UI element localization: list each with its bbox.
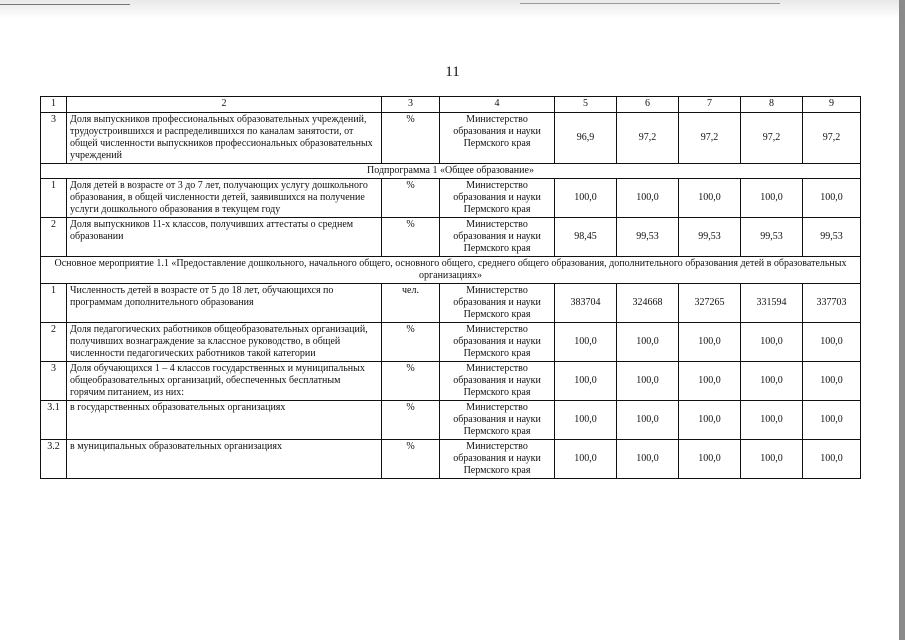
- responsible-body: Министерство образования и науки Пермского края: [440, 440, 555, 479]
- table-row: [41, 113, 861, 164]
- table-row: [41, 362, 861, 401]
- indicator-value: 100,0: [741, 362, 803, 401]
- indicator-value: 383704: [555, 284, 617, 323]
- column-number: 8: [741, 97, 803, 113]
- column-number: 4: [440, 97, 555, 113]
- column-number: 3: [382, 97, 440, 113]
- section-title: Основное мероприятие 1.1 «Предоставление дошкольного, начального общего, основного общего, среднего общего образования, дополнительного образования детей в образовательных организациях»: [41, 257, 861, 284]
- indicator-value: 324668: [617, 284, 679, 323]
- indicator-value: 100,0: [617, 362, 679, 401]
- unit-of-measure: %: [382, 113, 440, 164]
- indicator-value: 99,53: [803, 218, 861, 257]
- indicator-name: в муниципальных образовательных организациях: [67, 440, 382, 479]
- indicator-value: 100,0: [803, 440, 861, 479]
- unit-of-measure: %: [382, 362, 440, 401]
- column-number: 1: [41, 97, 67, 113]
- table-body: [41, 97, 861, 479]
- indicator-value: 100,0: [555, 440, 617, 479]
- indicator-value: 100,0: [741, 179, 803, 218]
- row-number: 3.1: [41, 401, 67, 440]
- column-number: 7: [679, 97, 741, 113]
- indicator-value: 100,0: [803, 179, 861, 218]
- indicator-name: Доля детей в возрасте от 3 до 7 лет, получающих услугу дошкольного образования, в общей численности детей, заявившихся на получение услуги дошкольного образования в текущем году: [67, 179, 382, 218]
- table-row: [41, 323, 861, 362]
- indicator-value: 100,0: [679, 323, 741, 362]
- indicator-name: Доля обучающихся 1 – 4 классов государственных и муниципальных общеобразовательных организаций, обеспеченных бесплатным горячим питанием, из них:: [67, 362, 382, 401]
- section-heading-row: [41, 164, 861, 179]
- indicator-name: Доля выпускников профессиональных образовательных учреждений, трудоустроившихся и распределившихся по каналам занятости, от общей численности выпускников профессиональных образовательных учреждений: [67, 113, 382, 164]
- indicator-value: 96,9: [555, 113, 617, 164]
- indicator-value: 327265: [679, 284, 741, 323]
- indicator-value: 100,0: [803, 362, 861, 401]
- indicator-value: 100,0: [803, 401, 861, 440]
- indicator-value: 97,2: [679, 113, 741, 164]
- indicator-value: 100,0: [679, 179, 741, 218]
- unit-of-measure: %: [382, 323, 440, 362]
- column-number: 9: [803, 97, 861, 113]
- indicator-name: Численность детей в возрасте от 5 до 18 лет, обучающихся по программам дополнительного образования: [67, 284, 382, 323]
- page-number: 11: [445, 64, 460, 80]
- responsible-body: Министерство образования и науки Пермского края: [440, 218, 555, 257]
- scan-artifact-line: [520, 3, 780, 4]
- indicator-value: 100,0: [555, 401, 617, 440]
- indicator-value: 100,0: [555, 362, 617, 401]
- indicators-table: [40, 96, 861, 479]
- indicator-value: 99,53: [741, 218, 803, 257]
- indicator-value: 337703: [803, 284, 861, 323]
- column-number: 5: [555, 97, 617, 113]
- row-number: 3: [41, 113, 67, 164]
- indicator-value: 100,0: [555, 179, 617, 218]
- indicator-value: 100,0: [617, 323, 679, 362]
- indicator-value: 100,0: [679, 440, 741, 479]
- indicator-value: 97,2: [803, 113, 861, 164]
- section-heading-row: [41, 257, 861, 284]
- column-number: 6: [617, 97, 679, 113]
- unit-of-measure: %: [382, 179, 440, 218]
- indicator-value: 100,0: [803, 323, 861, 362]
- indicator-name: в государственных образовательных организациях: [67, 401, 382, 440]
- scan-artifact-line: [0, 4, 130, 5]
- unit-of-measure: %: [382, 401, 440, 440]
- indicator-value: 99,53: [617, 218, 679, 257]
- responsible-body: Министерство образования и науки Пермского края: [440, 179, 555, 218]
- indicator-value: 97,2: [617, 113, 679, 164]
- indicator-name: Доля выпускников 11-х классов, получивших аттестаты о среднем образовании: [67, 218, 382, 257]
- responsible-body: Министерство образования и науки Пермского края: [440, 401, 555, 440]
- row-number: 3.2: [41, 440, 67, 479]
- table-row: [41, 440, 861, 479]
- table-row: [41, 284, 861, 323]
- responsible-body: Министерство образования и науки Пермского края: [440, 323, 555, 362]
- responsible-body: Министерство образования и науки Пермского края: [440, 113, 555, 164]
- unit-of-measure: %: [382, 440, 440, 479]
- indicator-value: 100,0: [617, 440, 679, 479]
- column-number-row: [41, 97, 861, 113]
- table-row: [41, 179, 861, 218]
- row-number: 1: [41, 179, 67, 218]
- indicator-value: 100,0: [741, 440, 803, 479]
- scan-right-edge: [899, 0, 905, 640]
- responsible-body: Министерство образования и науки Пермского края: [440, 362, 555, 401]
- table-row: [41, 218, 861, 257]
- indicator-value: 100,0: [679, 401, 741, 440]
- unit-of-measure: чел.: [382, 284, 440, 323]
- indicator-value: 100,0: [555, 323, 617, 362]
- indicator-value: 100,0: [741, 323, 803, 362]
- unit-of-measure: %: [382, 218, 440, 257]
- indicator-value: 331594: [741, 284, 803, 323]
- row-number: 2: [41, 323, 67, 362]
- indicator-value: 100,0: [679, 362, 741, 401]
- section-title: Подпрограмма 1 «Общее образование»: [41, 164, 861, 179]
- indicator-value: 100,0: [617, 401, 679, 440]
- indicator-value: 99,53: [679, 218, 741, 257]
- indicator-value: 98,45: [555, 218, 617, 257]
- indicator-value: 100,0: [617, 179, 679, 218]
- column-number: 2: [67, 97, 382, 113]
- row-number: 2: [41, 218, 67, 257]
- row-number: 3: [41, 362, 67, 401]
- indicator-value: 97,2: [741, 113, 803, 164]
- row-number: 1: [41, 284, 67, 323]
- indicator-value: 100,0: [741, 401, 803, 440]
- indicator-name: Доля педагогических работников общеобразовательных организаций, получивших вознаграждение за классное руководство, в общей численности педагогических работников такой категории: [67, 323, 382, 362]
- responsible-body: Министерство образования и науки Пермского края: [440, 284, 555, 323]
- table-row: [41, 401, 861, 440]
